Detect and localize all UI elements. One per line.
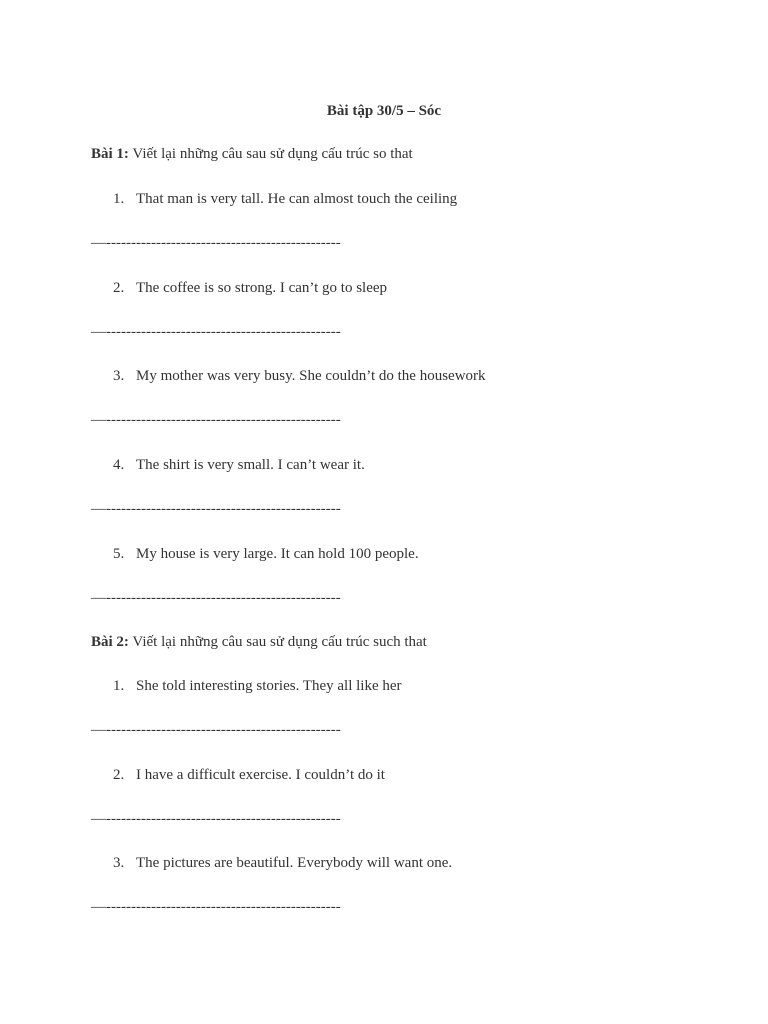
answer-line: —----------------------------------------------- [91,722,341,738]
item-number: 4. [113,457,125,473]
answer-line: —----------------------------------------------- [91,235,341,251]
answer-line: —----------------------------------------------- [91,324,341,340]
answer-line: —----------------------------------------------- [91,899,341,915]
answer-line: —----------------------------------------------- [91,501,341,517]
item-text: She told interesting stories. They all like her [136,678,402,694]
exercise-1-item-1 [113,189,457,209]
item-number: 2. [113,280,125,296]
item-number: 3. [113,368,125,384]
item-text: I have a difficult exercise. I couldn’t do it [136,767,385,783]
exercise-1-item-5 [113,544,419,564]
exercise-1-item-3 [113,366,486,386]
item-text: That man is very tall. He can almost touch the ceiling [136,191,458,207]
item-number: 3. [113,855,125,871]
exercise-2-item-2 [113,765,385,785]
item-number: 1. [113,191,125,207]
exercise-2-item-3 [113,853,452,873]
answer-line: —----------------------------------------------- [91,412,341,428]
exercise-2-item-1 [113,676,402,696]
item-text: The coffee is so strong. I can’t go to sleep [136,280,388,296]
exercise-2-label: Bài 2: [91,634,129,650]
exercise-2-heading [91,632,427,652]
item-number: 1. [113,678,125,694]
page-title: Bài tập 30/5 – Sóc [326,103,442,119]
exercise-1-item-4 [113,455,365,475]
item-number: 2. [113,767,125,783]
exercise-2-instruction: Viết lại những câu sau sử dụng cấu trúc such that [128,634,427,650]
exercise-1-label: Bài 1: [91,146,129,162]
item-text: The pictures are beautiful. Everybody will want one. [136,855,453,871]
item-text: The shirt is very small. I can’t wear it. [136,457,365,473]
exercise-1-heading [91,144,413,164]
item-text: My mother was very busy. She couldn’t do the housework [136,368,486,384]
exercise-1-item-2 [113,278,387,298]
exercise-1-instruction: Viết lại những câu sau sử dụng cấu trúc so that [128,146,413,162]
answer-line: —----------------------------------------------- [91,811,341,827]
item-text: My house is very large. It can hold 100 people. [136,546,419,562]
answer-line: —----------------------------------------------- [91,590,341,606]
item-number: 5. [113,546,125,562]
